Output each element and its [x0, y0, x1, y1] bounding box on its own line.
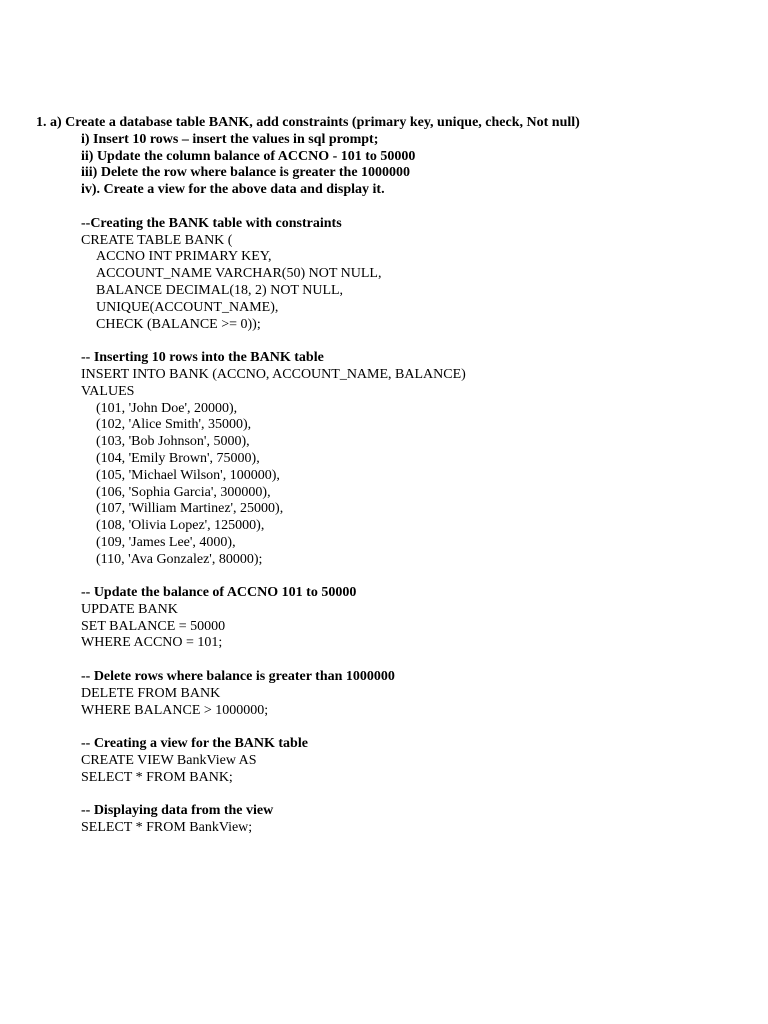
- insert-statement: INSERT INTO BANK (ACCNO, ACCOUNT_NAME, BALANCE): [81, 367, 466, 382]
- display-line: SELECT * FROM BankView;: [81, 820, 253, 835]
- value-row: (102, 'Alice Smith', 35000),: [96, 417, 252, 432]
- delete-line: DELETE FROM BANK: [81, 686, 221, 701]
- insert-comment: -- Inserting 10 rows into the BANK table: [81, 350, 324, 365]
- value-row: (109, 'James Lee', 4000),: [96, 535, 236, 550]
- column-definition: UNIQUE(ACCOUNT_NAME),: [96, 300, 279, 315]
- create-comment: --Creating the BANK table with constraints: [81, 216, 342, 231]
- view-line: SELECT * FROM BANK;: [81, 770, 233, 785]
- task-item: ii) Update the column balance of ACCNO - 101 to 50000: [81, 149, 416, 164]
- view-comment: -- Creating a view for the BANK table: [81, 736, 308, 751]
- update-line: SET BALANCE = 50000: [81, 619, 226, 634]
- delete-line: WHERE BALANCE > 1000000;: [81, 703, 269, 718]
- delete-comment: -- Delete rows where balance is greater than 1000000: [81, 669, 395, 684]
- values-keyword: VALUES: [81, 384, 135, 399]
- update-line: WHERE ACCNO = 101;: [81, 635, 223, 650]
- value-row: (108, 'Olivia Lopez', 125000),: [96, 518, 265, 533]
- column-definition: ACCOUNT_NAME VARCHAR(50) NOT NULL,: [96, 266, 382, 281]
- value-row: (107, 'William Martinez', 25000),: [96, 501, 284, 516]
- update-comment: -- Update the balance of ACCNO 101 to 50000: [81, 585, 357, 600]
- view-line: CREATE VIEW BankView AS: [81, 753, 257, 768]
- value-row: (101, 'John Doe', 20000),: [96, 401, 238, 416]
- task-item: i) Insert 10 rows – insert the values in sql prompt;: [81, 132, 379, 147]
- task-item: iv). Create a view for the above data and display it.: [81, 182, 385, 197]
- value-row: (106, 'Sophia Garcia', 300000),: [96, 485, 271, 500]
- value-row: (105, 'Michael Wilson', 100000),: [96, 468, 280, 483]
- task-item: iii) Delete the row where balance is greater the 1000000: [81, 165, 411, 180]
- update-line: UPDATE BANK: [81, 602, 178, 617]
- column-definition: BALANCE DECIMAL(18, 2) NOT NULL,: [96, 283, 344, 298]
- create-statement: CREATE TABLE BANK (: [81, 233, 233, 248]
- column-definition: ACCNO INT PRIMARY KEY,: [96, 249, 272, 264]
- question-title: 1. a) Create a database table BANK, add constraints (primary key, unique, check, Not null): [36, 115, 580, 130]
- value-row: (110, 'Ava Gonzalez', 80000);: [96, 552, 263, 567]
- value-row: (104, 'Emily Brown', 75000),: [96, 451, 260, 466]
- column-definition: CHECK (BALANCE >= 0));: [96, 317, 261, 332]
- display-comment: -- Displaying data from the view: [81, 803, 274, 818]
- value-row: (103, 'Bob Johnson', 5000),: [96, 434, 250, 449]
